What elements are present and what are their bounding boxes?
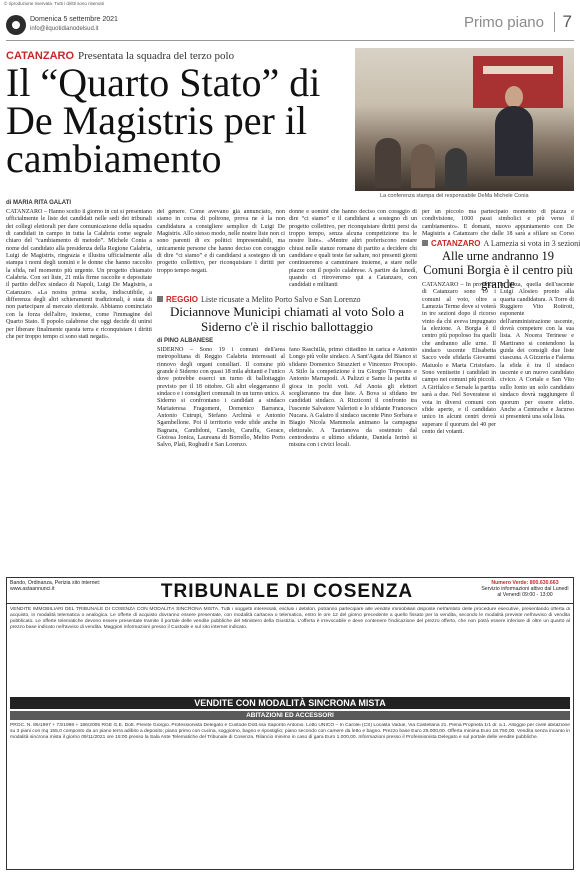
main-headline: Il “Quarto Stato” di De Magistris per il cambiamento [6, 60, 321, 181]
main-column-3: donne e uomini che hanno deciso con coraggio di dire “ci siamo” e il candidarsi a sostegno di un progetto collettivo, per riconquistare diritti persi da troppo tempo, senza alcuna competizione tra le nostre liste». «Mentre altri preferiscono restare chiusi nelle stanze romane di partito a decidere chi candidare e quali teste far saltare, noi presenti giorni continueremo a camminare insieme, a stare nelle piazze con il popolo calabrese. A partire da lunedì, quando ci ritroveremo qui a Catanzaro, con candidati e militanti [289, 209, 417, 289]
press-conference-photo [355, 48, 574, 191]
audience-person [445, 148, 467, 188]
section-title: Primo piano [463, 14, 544, 31]
ad-website-note: Bando, Ordinanza, Perizia sito internet: www.astaannunci.it [10, 580, 101, 593]
ad-title: TRIBUNALE DI COSENZA [160, 581, 414, 602]
reggio-kicker-text: Liste ricusate a Melito Porto Salvo e San Lorenzo [201, 295, 361, 304]
square-bullet-icon [157, 296, 163, 302]
ad-lot-listing: PROC. N. 86/1997 + 73/1998 + 186/2005 RGE G.E. Dott. Previte Giorgio. Professionista Delegato e Custode Dott.ssa Saporito Antonio. Lotto UNICO – In Carolei (CS) Località Vadue, Via Castellana 21. Piena Proprietà 1/1 di: a.1. Alloggio per civile abitazione su 3 piani con mq 155,0 composto da un piano terra adibito a deposito; piano primo con cucina, soggiorno, bagno e ripostiglio; piano secondo con camere da letto e bagno. Prezzo base Euro 25.000,00. Offerta minima Euro 18.750,00. Vendita senza incanto in modalità sincrona mista il giorno 09/11/2021 ore 15:00 presso la Sala Aste Telematiche del Tribunale di Cosenza. Rilancio minimo in caso di gara Euro 1.000,00. Informazioni presso il Professionista Delegato e sul portale delle vendite pubbliche. [10, 723, 570, 740]
ad-sales-band: VENDITE CON MODALITÀ SINCRONA MISTA [10, 697, 570, 709]
ad-general-conditions: VENDITE IMMOBILIARI DEL TRIBUNALE DI COSENZA CON MODALITÀ SINCRONA MISTA. Tutti i soggetti interessati, esclusi i debitori, potranno partecipare alle vendite immobiliari disposte nell'ambito delle procedure esecutive, presentando offerta di acquisto, in modalità telematica o analogica. Le offerte di acquisto dovranno essere presentate, con modalità cartacea o telematica, entro le ore 12 del giorno precedente a quello fissato per la vendita, secondo le modalità previste nell'avviso di vendita pubblicato. Le offerte telematiche devono essere presentate tramite il portale delle vendite pubbliche del Ministero della Giustizia. L'offerta è irrevocabile e deve contenere l'indicazione del prezzo offerto, che non potrà essere inferiore di oltre un quarto al prezzo base indicato nell'avviso di vendita. Maggiori informazioni presso il Custode e sul sito internet indicato. [10, 607, 570, 630]
audience-person [375, 138, 401, 188]
catanzaro-kicker-text: A Lamezia si vota in 3 sezioni [483, 239, 580, 248]
catanzaro-column-1: CATANZARO – In provincia di Catanzaro sono 19 i comuni al voto, oltre a Lamezia Terme dove si voterà in tre sezioni dopo il ricorso vinto da chi aveva impugnato la elezione. A Borgia è il centro più popoloso fra quelli che andranno alle urne. Il sindaco uscente Elisabetta Sacco vede sfidarla Giovanni Maiuolo e Marta Cristofaro. Sono ventisette i candidati in campo nei comuni più piccoli. A Girifalco e Sersale la partita sarà a due. Nel Soveratese si vota in diversi comuni con sfide aperte, e il candidato unico in alcuni centri dovrà superare il quorum del 40 per cento dei votanti. [422, 282, 496, 435]
speaker [495, 106, 533, 176]
reggio-kicker [157, 295, 417, 304]
issue-date: Domenica 5 settembre 2021 [30, 16, 118, 23]
reggio-location: REGGIO [166, 295, 199, 304]
reggio-column-1: SIDERNO – Sono 19 i comuni dell'area metropolitana di Reggio Calabria interessati al rinnovo degli organi consiliari. Il comune più grande è Siderno con quasi 18 mila abitanti e l'unico dove potrebbe esserci un turno di ballottaggio previsto per il 18 ottobre. Gli altri eleggeranno il sindaco e i consiglieri comunali in un turno unico. A Siderno si confrontano i candidati a sindaco Mariateresa Fragomeni, Domenico Barranca, Antonio Cutrupi, Stefano Archinà e Antonio Sgambellone. Poi il territorio vede sfide anche in Bagnara, Candidoni, Canolo, Caraffa, Gerace, Gioiosa Jonica, Laureana di Borrello, Melito Porto Salvo, Platì, Roghudi e San Lorenzo. [157, 347, 285, 449]
speaker-head [505, 86, 523, 108]
square-bullet-icon [422, 240, 428, 246]
copyright-notice: © riproduzione riservata. Tutti i diritti sono riservati [4, 1, 104, 6]
reggio-column-2: fano Raschillà, primo cittadino in carica e Antonio Longo più volte sindaco. A Sant'Agata del Bianco si sfidano Domenico Strazzieri e Vincenzo Procopio. A Stilo la competizione è tra Giorgio Tropeano e Antonio Marrapodi. A Palizzi e Samo la partita si gioca in pochi voti. Ad Anoia gli elettori sceglieranno tra due liste. A Bova si sfidano tre candidati sindaco. A Rizziconi il confronto tra l'uscente Salvatore Valerioti e lo sfidante Francesco Nucara. A Galatro il sindaco uscente Pino Sorbara e Biagio Nicola Mammola animano la campagna elettorale. A Taurianova da sostenuto dal centrodestra e ultimo sfidante, Daniela Ierinò si misura con i civici locali. [289, 347, 417, 449]
newspaper-logo-icon [6, 15, 26, 35]
contact-email[interactable]: info@ilquotidianodelsud.it [30, 26, 99, 32]
main-location: CATANZARO [6, 50, 75, 62]
catanzaro-headline: Alle urne andranno 19 Comuni Borgia è il centro più grande [423, 249, 573, 291]
catanzaro-kicker [422, 239, 580, 248]
reggio-author: di PINO ALBANESE [157, 338, 214, 344]
reggio-headline: Diciannove Municipi chiamati al voto Solo a Siderno c'è il rischio ballottaggio [170, 304, 404, 334]
main-column-4: per un piccolo ma partecipato momento di piazza e condivisione, 1000 passi simbolici e più verso il cambiamento». E domani, nuovo appuntamento con De Magistris a Catanzaro che dalle 18 sarà a sfilare su Corso [422, 209, 574, 237]
catanzaro-location: CATANZARO [431, 239, 481, 248]
audience-person [411, 144, 435, 188]
masthead [6, 11, 574, 41]
ad-contact [480, 580, 570, 599]
main-column-1: CATANZARO – Hanno scelto il giorno in cui si presentano ufficialmente le liste dei candidati nelle sedi dei tribunali dei collegi elettorali per dare comunicazione della squadra di candidati in campo in tutta la Calabria come segnale chiaro del “cambiamento di metodo”. Michele Conia a nome del candidato alla presidenza della Regione Calabria, Luigi de Magistris, ringrazia e illustra ufficialmente alla stampa i nomi degli uomini e le donne che hanno raccolto la sfida, nel momento più urgente. Un progetto chiamato Calabria. Con sei liste, 21 mila firme raccolte e depositate il partito dell'ex sindaco di Napoli, Luigi De Magistris, a Catanzaro. «La nostra prima scelta, indiscutibile, a differenza degli altri schieramenti tradizionali, è stata di non partecipare al mercato elettorale. Abbiamo cominciato con la forza dell'altro, insieme, come l'immagine del Quarto Stato. Il popolo calabrese che oggi decide di unirsi per liberare finalmente questa terra e riconquistare i diritti che per troppo tempo ci sono stati negati». [6, 209, 152, 340]
main-kicker-text: Presentata la squadra del terzo polo [78, 50, 235, 62]
photo-caption: La conferenza stampa del responsabile DeMa Michele Conia [380, 193, 529, 199]
main-author: di MARIA RITA GALATI [6, 200, 71, 206]
main-column-2: del genere. Come avevano già annunciato, non siamo in corsa di poltrone, prova ne è la non candidatura a consigliere semplice di Luigi De Magistris. Allo stesso modo, nelle nostre liste non ci sono parenti di ex politici impresentabili, ma unicamente persone che hanno deciso con coraggio di dire “ci siamo” e di candidarsi a sostegno di un progetto collettivo, per riconquistare i diritti per troppo tempo negati. [157, 209, 285, 274]
ad-header [7, 578, 573, 604]
ad-phone: Numero Verde: 800.630.663 [491, 580, 559, 586]
catanzaro-column-2: in lizza, quella dell'uscente Luigi Alosieo pronto alla quarta candidatura. A Torre di Ruggiero Vito Rotiroti, esponente dell'amministrazione uscente, dovrà competere con la sua lista. A Nocera Terinese e Martirano si contendono la guida dei consigli due liste ciascuna. A Gizzeria e Falerna la sfida è tra il sindaco uscente e un nuovo candidato civico. A Cortale e San Vito sullo Ionio un solo candidato sindaco dovrà raggiungere il quorum per essere eletto. Anche a Centrache e Jacurso si presenterà una sola lista. [500, 282, 574, 421]
ad-hours: Servizio informazioni attivo dal Lunedì al Venerdì 09:00 - 13:00 [481, 586, 569, 599]
tribunale-advertisement [6, 577, 574, 870]
ad-category-band: ABITAZIONI ED ACCESSORI [10, 711, 570, 720]
page-number: 7 [554, 12, 572, 32]
